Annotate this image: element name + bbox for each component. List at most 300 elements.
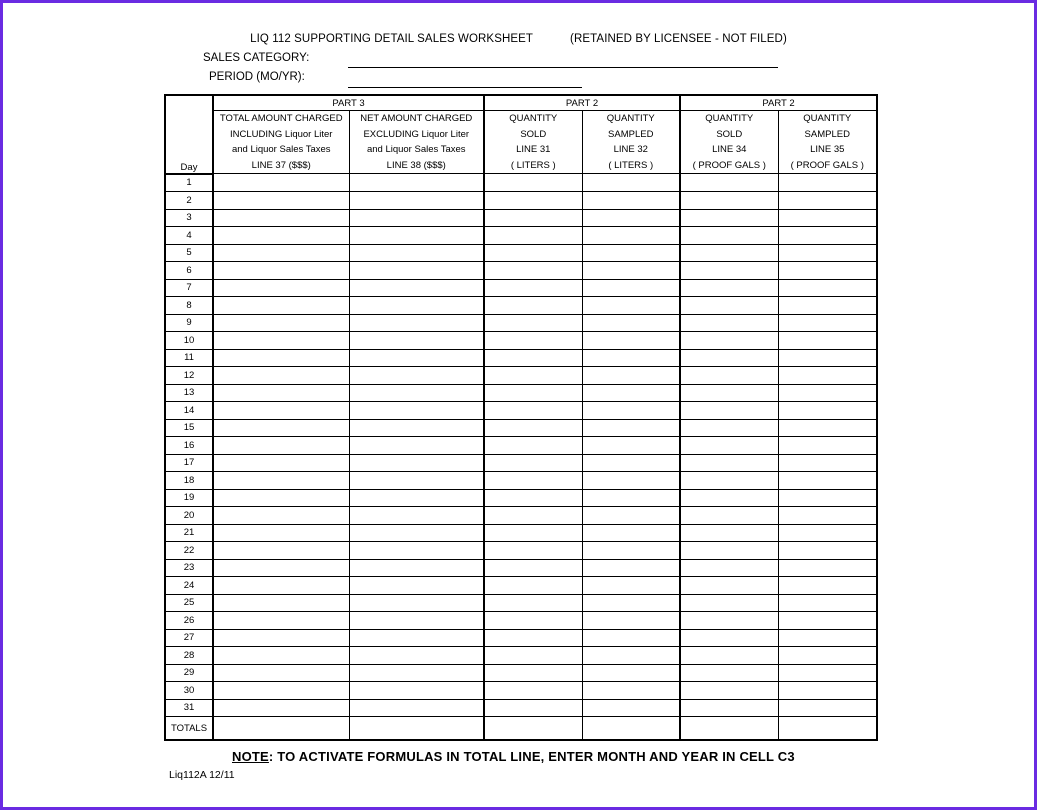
day-number: 22 bbox=[165, 542, 213, 560]
quantity-sold-proof-gals-cell[interactable] bbox=[680, 419, 778, 437]
quantity-sold-liters-cell[interactable] bbox=[484, 559, 582, 577]
total-amount-charged-cell[interactable] bbox=[213, 262, 349, 280]
quantity-sampled-liters-cell[interactable] bbox=[582, 297, 680, 315]
day-row bbox=[165, 314, 877, 332]
net-amount-charged-cell[interactable] bbox=[349, 297, 484, 315]
header-line: LINE 35 bbox=[810, 144, 845, 155]
net-amount-charged-cell[interactable] bbox=[349, 629, 484, 647]
net-amount-charged-cell[interactable] bbox=[349, 454, 484, 472]
net-amount-charged-cell[interactable] bbox=[349, 174, 484, 192]
note-label: NOTE bbox=[232, 749, 269, 764]
net-amount-charged-cell[interactable] bbox=[349, 279, 484, 297]
quantity-sold-liters-cell[interactable] bbox=[484, 297, 582, 315]
quantity-sold-liters-cell[interactable] bbox=[484, 349, 582, 367]
quantity-sampled-liters-cell[interactable] bbox=[582, 227, 680, 245]
day-row bbox=[165, 437, 877, 455]
day-number: 12 bbox=[165, 367, 213, 385]
day-row bbox=[165, 419, 877, 437]
header-line: ( PROOF GALS ) bbox=[692, 159, 766, 171]
total-amount-charged-cell[interactable] bbox=[213, 384, 349, 402]
quantity-sold-proof-gals-cell[interactable] bbox=[680, 262, 778, 280]
quantity-sold-liters-cell[interactable] bbox=[484, 367, 582, 385]
quantity-sampled-proof-gals-cell[interactable] bbox=[778, 629, 877, 647]
quantity-sold-liters-cell[interactable] bbox=[484, 209, 582, 227]
quantity-sold-proof-gals-cell[interactable] bbox=[680, 209, 778, 227]
quantity-sampled-liters-cell[interactable] bbox=[582, 717, 680, 741]
day-number: 27 bbox=[165, 629, 213, 647]
day-number: 30 bbox=[165, 682, 213, 700]
quantity-sold-proof-gals-cell[interactable] bbox=[680, 664, 778, 682]
quantity-sold-liters-cell[interactable] bbox=[484, 314, 582, 332]
day-number: 10 bbox=[165, 332, 213, 350]
quantity-sampled-liters-cell[interactable] bbox=[582, 682, 680, 700]
day-number: 31 bbox=[165, 699, 213, 717]
day-number: 26 bbox=[165, 612, 213, 630]
day-row bbox=[165, 664, 877, 682]
quantity-sampled-proof-gals-cell[interactable] bbox=[778, 209, 877, 227]
day-row bbox=[165, 349, 877, 367]
quantity-sampled-proof-gals-cell[interactable] bbox=[778, 594, 877, 612]
form-id: Liq112A 12/11 bbox=[169, 769, 235, 781]
quantity-sold-proof-gals-cell[interactable] bbox=[680, 244, 778, 262]
header-line: QUANTITY bbox=[509, 113, 558, 124]
quantity-sampled-proof-gals-cell[interactable] bbox=[778, 174, 877, 192]
quantity-sold-liters-cell[interactable] bbox=[484, 507, 582, 525]
quantity-sold-proof-gals-cell[interactable] bbox=[680, 682, 778, 700]
period-field[interactable] bbox=[348, 75, 582, 88]
quantity-sampled-liters-cell[interactable] bbox=[582, 454, 680, 472]
quantity-sampled-proof-gals-cell[interactable] bbox=[778, 612, 877, 630]
day-row bbox=[165, 647, 877, 665]
quantity-sampled-proof-gals-cell[interactable] bbox=[778, 699, 877, 717]
quantity-sold-proof-gals-cell[interactable] bbox=[680, 699, 778, 717]
net-amount-charged-cell[interactable] bbox=[349, 507, 484, 525]
day-number: 7 bbox=[165, 279, 213, 297]
quantity-sampled-proof-gals-cell[interactable] bbox=[778, 227, 877, 245]
header-line: ( PROOF GALS ) bbox=[790, 159, 864, 171]
total-amount-charged-cell[interactable] bbox=[213, 524, 349, 542]
total-amount-charged-cell[interactable] bbox=[213, 227, 349, 245]
day-row bbox=[165, 262, 877, 280]
day-row bbox=[165, 682, 877, 700]
quantity-sold-liters-cell[interactable] bbox=[484, 384, 582, 402]
quantity-sold-liters-cell[interactable] bbox=[484, 402, 582, 420]
header-line: SAMPLED bbox=[804, 128, 850, 140]
net-amount-charged-cell[interactable] bbox=[349, 472, 484, 490]
day-row bbox=[165, 629, 877, 647]
total-amount-charged-cell[interactable] bbox=[213, 699, 349, 717]
header-line: ( LITERS ) bbox=[510, 159, 556, 171]
quantity-sold-proof-gals-cell[interactable] bbox=[680, 192, 778, 210]
net-amount-charged-cell[interactable] bbox=[349, 542, 484, 560]
quantity-sampled-liters-cell[interactable] bbox=[582, 472, 680, 490]
header-line: QUANTITY bbox=[705, 113, 754, 124]
header-line: SOLD bbox=[716, 128, 743, 140]
header-line: and Liquor Sales Taxes bbox=[366, 144, 466, 155]
quantity-sampled-liters-cell[interactable] bbox=[582, 244, 680, 262]
net-amount-charged-cell[interactable] bbox=[349, 384, 484, 402]
net-amount-charged-cell[interactable] bbox=[349, 244, 484, 262]
net-amount-charged-cell[interactable] bbox=[349, 647, 484, 665]
quantity-sampled-liters-header bbox=[582, 111, 680, 174]
quantity-sampled-proof-gals-cell[interactable] bbox=[778, 664, 877, 682]
total-amount-charged-cell[interactable] bbox=[213, 594, 349, 612]
net-amount-charged-cell[interactable] bbox=[349, 682, 484, 700]
day-row bbox=[165, 577, 877, 595]
day-row bbox=[165, 699, 877, 717]
quantity-sold-proof-gals-cell[interactable] bbox=[680, 629, 778, 647]
day-number: 20 bbox=[165, 507, 213, 525]
total-amount-charged-cell[interactable] bbox=[213, 314, 349, 332]
quantity-sold-liters-header bbox=[484, 111, 582, 174]
quantity-sampled-liters-cell[interactable] bbox=[582, 384, 680, 402]
quantity-sampled-liters-cell[interactable] bbox=[582, 402, 680, 420]
header-line: TOTAL AMOUNT CHARGED bbox=[219, 113, 343, 124]
quantity-sold-proof-gals-cell[interactable] bbox=[680, 507, 778, 525]
quantity-sold-liters-cell[interactable] bbox=[484, 647, 582, 665]
quantity-sold-proof-gals-cell[interactable] bbox=[680, 437, 778, 455]
page-title bbox=[3, 33, 1034, 45]
quantity-sold-proof-gals-cell[interactable] bbox=[680, 384, 778, 402]
quantity-sold-proof-gals-cell[interactable] bbox=[680, 612, 778, 630]
quantity-sold-liters-cell[interactable] bbox=[484, 664, 582, 682]
quantity-sampled-proof-gals-cell[interactable] bbox=[778, 332, 877, 350]
quantity-sampled-liters-cell[interactable] bbox=[582, 419, 680, 437]
day-row bbox=[165, 297, 877, 315]
quantity-sold-liters-cell[interactable] bbox=[484, 227, 582, 245]
quantity-sampled-proof-gals-cell[interactable] bbox=[778, 419, 877, 437]
quantity-sampled-proof-gals-cell[interactable] bbox=[778, 262, 877, 280]
net-amount-charged-cell[interactable] bbox=[349, 192, 484, 210]
total-amount-charged-cell[interactable] bbox=[213, 559, 349, 577]
period-label: PERIOD (MO/YR): bbox=[209, 71, 305, 83]
header-line: LINE 34 bbox=[712, 144, 747, 155]
quantity-sampled-proof-gals-cell[interactable] bbox=[778, 507, 877, 525]
quantity-sold-proof-gals-header bbox=[680, 111, 778, 174]
quantity-sold-liters-cell[interactable] bbox=[484, 612, 582, 630]
note-text: : TO ACTIVATE FORMULAS IN TOTAL LINE, ENTER MONTH AND YEAR IN CELL C3 bbox=[268, 749, 795, 764]
total-amount-charged-cell[interactable] bbox=[213, 244, 349, 262]
quantity-sampled-proof-gals-cell[interactable] bbox=[778, 244, 877, 262]
header-line: LINE 37 ($$$) bbox=[251, 159, 311, 171]
quantity-sampled-proof-gals-cell[interactable] bbox=[778, 437, 877, 455]
quantity-sampled-proof-gals-cell[interactable] bbox=[778, 367, 877, 385]
quantity-sold-proof-gals-cell[interactable] bbox=[680, 647, 778, 665]
total-amount-charged-cell[interactable] bbox=[213, 647, 349, 665]
net-amount-charged-cell[interactable] bbox=[349, 349, 484, 367]
total-amount-charged-cell[interactable] bbox=[213, 279, 349, 297]
day-number: 25 bbox=[165, 594, 213, 612]
total-amount-charged-cell[interactable] bbox=[213, 542, 349, 560]
header-line: QUANTITY bbox=[606, 113, 655, 124]
total-amount-charged-cell[interactable] bbox=[213, 209, 349, 227]
quantity-sold-proof-gals-cell[interactable] bbox=[680, 279, 778, 297]
quantity-sold-proof-gals-cell[interactable] bbox=[680, 594, 778, 612]
day-row bbox=[165, 594, 877, 612]
day-row bbox=[165, 542, 877, 560]
quantity-sampled-liters-cell[interactable] bbox=[582, 489, 680, 507]
total-amount-charged-cell[interactable] bbox=[213, 629, 349, 647]
quantity-sampled-liters-cell[interactable] bbox=[582, 279, 680, 297]
day-number: 5 bbox=[165, 244, 213, 262]
quantity-sold-liters-cell[interactable] bbox=[484, 454, 582, 472]
total-amount-charged-cell[interactable] bbox=[213, 717, 349, 741]
quantity-sampled-proof-gals-cell[interactable] bbox=[778, 524, 877, 542]
quantity-sampled-liters-cell[interactable] bbox=[582, 367, 680, 385]
net-amount-charged-cell[interactable] bbox=[349, 402, 484, 420]
net-amount-charged-cell[interactable] bbox=[349, 314, 484, 332]
quantity-sampled-proof-gals-cell[interactable] bbox=[778, 297, 877, 315]
day-number: 29 bbox=[165, 664, 213, 682]
quantity-sold-liters-cell[interactable] bbox=[484, 262, 582, 280]
quantity-sampled-proof-gals-cell[interactable] bbox=[778, 454, 877, 472]
quantity-sold-liters-cell[interactable] bbox=[484, 717, 582, 741]
total-amount-charged-cell[interactable] bbox=[213, 454, 349, 472]
quantity-sampled-liters-cell[interactable] bbox=[582, 559, 680, 577]
day-number: 13 bbox=[165, 384, 213, 402]
quantity-sampled-proof-gals-cell[interactable] bbox=[778, 279, 877, 297]
quantity-sampled-proof-gals-header bbox=[778, 111, 877, 174]
day-row bbox=[165, 367, 877, 385]
net-amount-charged-cell[interactable] bbox=[349, 699, 484, 717]
quantity-sampled-proof-gals-cell[interactable] bbox=[778, 577, 877, 595]
total-amount-charged-cell[interactable] bbox=[213, 297, 349, 315]
quantity-sampled-proof-gals-cell[interactable] bbox=[778, 717, 877, 741]
total-amount-charged-cell[interactable] bbox=[213, 664, 349, 682]
day-row bbox=[165, 489, 877, 507]
quantity-sold-proof-gals-cell[interactable] bbox=[680, 577, 778, 595]
total-amount-charged-cell[interactable] bbox=[213, 612, 349, 630]
quantity-sampled-liters-cell[interactable] bbox=[582, 664, 680, 682]
day-number: 17 bbox=[165, 454, 213, 472]
total-amount-charged-cell[interactable] bbox=[213, 192, 349, 210]
day-row bbox=[165, 402, 877, 420]
day-row bbox=[165, 507, 877, 525]
quantity-sampled-liters-cell[interactable] bbox=[582, 594, 680, 612]
quantity-sold-liters-cell[interactable] bbox=[484, 489, 582, 507]
net-amount-charged-cell[interactable] bbox=[349, 717, 484, 741]
total-amount-charged-cell[interactable] bbox=[213, 472, 349, 490]
day-header-label: Day bbox=[180, 161, 198, 173]
quantity-sold-liters-cell[interactable] bbox=[484, 419, 582, 437]
day-number: 4 bbox=[165, 227, 213, 245]
header-line: ( LITERS ) bbox=[608, 159, 654, 171]
quantity-sold-liters-cell[interactable] bbox=[484, 542, 582, 560]
total-amount-charged-cell[interactable] bbox=[213, 402, 349, 420]
quantity-sold-proof-gals-cell[interactable] bbox=[680, 227, 778, 245]
title-main: LIQ 112 SUPPORTING DETAIL SALES WORKSHEET bbox=[250, 33, 534, 45]
quantity-sampled-proof-gals-cell[interactable] bbox=[778, 647, 877, 665]
total-amount-charged-cell[interactable] bbox=[213, 332, 349, 350]
quantity-sampled-liters-cell[interactable] bbox=[582, 437, 680, 455]
quantity-sold-liters-cell[interactable] bbox=[484, 332, 582, 350]
quantity-sold-proof-gals-cell[interactable] bbox=[680, 489, 778, 507]
total-amount-charged-cell[interactable] bbox=[213, 682, 349, 700]
day-row bbox=[165, 332, 877, 350]
quantity-sold-liters-cell[interactable] bbox=[484, 472, 582, 490]
quantity-sampled-liters-cell[interactable] bbox=[582, 332, 680, 350]
quantity-sold-proof-gals-cell[interactable] bbox=[680, 332, 778, 350]
day-row bbox=[165, 612, 877, 630]
day-number: TOTALS bbox=[165, 717, 213, 741]
day-row bbox=[165, 192, 877, 210]
net-amount-charged-cell[interactable] bbox=[349, 594, 484, 612]
quantity-sold-proof-gals-cell[interactable] bbox=[680, 524, 778, 542]
total-amount-charged-cell[interactable] bbox=[213, 489, 349, 507]
net-amount-charged-cell[interactable] bbox=[349, 437, 484, 455]
quantity-sampled-liters-cell[interactable] bbox=[582, 209, 680, 227]
quantity-sold-liters-cell[interactable] bbox=[484, 629, 582, 647]
day-number: 24 bbox=[165, 577, 213, 595]
part-2-proof-gals-header: PART 2 bbox=[680, 95, 877, 111]
day-number: 28 bbox=[165, 647, 213, 665]
quantity-sampled-liters-cell[interactable] bbox=[582, 314, 680, 332]
header-line: INCLUDING Liquor Liter bbox=[230, 128, 333, 140]
header-line: SOLD bbox=[520, 128, 547, 140]
day-number: 16 bbox=[165, 437, 213, 455]
header-line: LINE 38 ($$$) bbox=[386, 159, 446, 171]
quantity-sold-liters-cell[interactable] bbox=[484, 524, 582, 542]
quantity-sampled-liters-cell[interactable] bbox=[582, 262, 680, 280]
day-row bbox=[165, 209, 877, 227]
total-amount-charged-cell[interactable] bbox=[213, 349, 349, 367]
sales-category-field[interactable] bbox=[348, 55, 778, 68]
quantity-sold-proof-gals-cell[interactable] bbox=[680, 559, 778, 577]
day-row bbox=[165, 454, 877, 472]
quantity-sold-liters-cell[interactable] bbox=[484, 174, 582, 192]
day-number: 3 bbox=[165, 209, 213, 227]
quantity-sampled-liters-cell[interactable] bbox=[582, 507, 680, 525]
quantity-sold-liters-cell[interactable] bbox=[484, 437, 582, 455]
day-row bbox=[165, 174, 877, 192]
activation-note bbox=[232, 749, 795, 764]
quantity-sold-proof-gals-cell[interactable] bbox=[680, 717, 778, 741]
day-number: 14 bbox=[165, 402, 213, 420]
quantity-sampled-liters-cell[interactable] bbox=[582, 699, 680, 717]
quantity-sold-proof-gals-cell[interactable] bbox=[680, 349, 778, 367]
day-number: 6 bbox=[165, 262, 213, 280]
total-amount-charged-cell[interactable] bbox=[213, 507, 349, 525]
sales-detail-table bbox=[164, 94, 878, 741]
day-row bbox=[165, 524, 877, 542]
part-3-header: PART 3 bbox=[213, 95, 484, 111]
quantity-sampled-proof-gals-cell[interactable] bbox=[778, 682, 877, 700]
net-amount-charged-cell[interactable] bbox=[349, 559, 484, 577]
quantity-sold-proof-gals-cell[interactable] bbox=[680, 454, 778, 472]
net-amount-charged-cell[interactable] bbox=[349, 209, 484, 227]
quantity-sold-proof-gals-cell[interactable] bbox=[680, 314, 778, 332]
day-row bbox=[165, 279, 877, 297]
day-column-header bbox=[165, 95, 213, 174]
day-row bbox=[165, 244, 877, 262]
quantity-sampled-liters-cell[interactable] bbox=[582, 174, 680, 192]
quantity-sold-proof-gals-cell[interactable] bbox=[680, 297, 778, 315]
quantity-sampled-proof-gals-cell[interactable] bbox=[778, 314, 877, 332]
quantity-sampled-proof-gals-cell[interactable] bbox=[778, 542, 877, 560]
quantity-sampled-proof-gals-cell[interactable] bbox=[778, 192, 877, 210]
quantity-sampled-liters-cell[interactable] bbox=[582, 524, 680, 542]
net-amount-charged-cell[interactable] bbox=[349, 664, 484, 682]
quantity-sold-liters-cell[interactable] bbox=[484, 279, 582, 297]
net-amount-charged-cell[interactable] bbox=[349, 489, 484, 507]
total-amount-charged-cell[interactable] bbox=[213, 577, 349, 595]
net-amount-charged-cell[interactable] bbox=[349, 262, 484, 280]
quantity-sold-proof-gals-cell[interactable] bbox=[680, 402, 778, 420]
quantity-sold-liters-cell[interactable] bbox=[484, 594, 582, 612]
quantity-sold-liters-cell[interactable] bbox=[484, 244, 582, 262]
quantity-sold-proof-gals-cell[interactable] bbox=[680, 367, 778, 385]
net-amount-charged-cell[interactable] bbox=[349, 524, 484, 542]
net-amount-charged-cell[interactable] bbox=[349, 227, 484, 245]
quantity-sampled-proof-gals-cell[interactable] bbox=[778, 384, 877, 402]
quantity-sold-proof-gals-cell[interactable] bbox=[680, 472, 778, 490]
sales-category-label: SALES CATEGORY: bbox=[203, 52, 310, 64]
total-amount-charged-cell[interactable] bbox=[213, 437, 349, 455]
day-number: 19 bbox=[165, 489, 213, 507]
net-amount-charged-cell[interactable] bbox=[349, 577, 484, 595]
quantity-sampled-liters-cell[interactable] bbox=[582, 647, 680, 665]
header-line: EXCLUDING Liquor Liter bbox=[363, 128, 470, 140]
quantity-sold-liters-cell[interactable] bbox=[484, 699, 582, 717]
quantity-sampled-liters-cell[interactable] bbox=[582, 629, 680, 647]
quantity-sold-proof-gals-cell[interactable] bbox=[680, 542, 778, 560]
quantity-sold-liters-cell[interactable] bbox=[484, 577, 582, 595]
day-number: 8 bbox=[165, 297, 213, 315]
net-amount-charged-cell[interactable] bbox=[349, 332, 484, 350]
total-amount-charged-header bbox=[213, 111, 349, 174]
quantity-sampled-liters-cell[interactable] bbox=[582, 612, 680, 630]
day-number: 2 bbox=[165, 192, 213, 210]
quantity-sampled-liters-cell[interactable] bbox=[582, 542, 680, 560]
day-number: 18 bbox=[165, 472, 213, 490]
header-line: LINE 32 bbox=[613, 144, 648, 155]
totals-row bbox=[165, 717, 877, 741]
total-amount-charged-cell[interactable] bbox=[213, 367, 349, 385]
day-number: 1 bbox=[165, 174, 213, 192]
quantity-sampled-proof-gals-cell[interactable] bbox=[778, 559, 877, 577]
day-number: 15 bbox=[165, 419, 213, 437]
day-row bbox=[165, 472, 877, 490]
quantity-sampled-liters-cell[interactable] bbox=[582, 349, 680, 367]
quantity-sampled-proof-gals-cell[interactable] bbox=[778, 472, 877, 490]
day-row bbox=[165, 227, 877, 245]
quantity-sampled-liters-cell[interactable] bbox=[582, 577, 680, 595]
net-amount-charged-cell[interactable] bbox=[349, 419, 484, 437]
quantity-sampled-proof-gals-cell[interactable] bbox=[778, 402, 877, 420]
quantity-sold-liters-cell[interactable] bbox=[484, 192, 582, 210]
quantity-sold-liters-cell[interactable] bbox=[484, 682, 582, 700]
day-row bbox=[165, 384, 877, 402]
quantity-sampled-proof-gals-cell[interactable] bbox=[778, 349, 877, 367]
quantity-sold-proof-gals-cell[interactable] bbox=[680, 174, 778, 192]
header-line: LINE 31 bbox=[516, 144, 551, 155]
header-line: SAMPLED bbox=[608, 128, 654, 140]
total-amount-charged-cell[interactable] bbox=[213, 419, 349, 437]
day-number: 9 bbox=[165, 314, 213, 332]
net-amount-charged-cell[interactable] bbox=[349, 612, 484, 630]
day-number: 11 bbox=[165, 349, 213, 367]
day-number: 23 bbox=[165, 559, 213, 577]
header-line: and Liquor Sales Taxes bbox=[231, 144, 331, 155]
header-line: NET AMOUNT CHARGED bbox=[360, 113, 473, 124]
total-amount-charged-cell[interactable] bbox=[213, 174, 349, 192]
quantity-sampled-proof-gals-cell[interactable] bbox=[778, 489, 877, 507]
part-2-liters-header: PART 2 bbox=[484, 95, 680, 111]
day-number: 21 bbox=[165, 524, 213, 542]
net-amount-charged-cell[interactable] bbox=[349, 367, 484, 385]
header-line: QUANTITY bbox=[803, 113, 852, 124]
quantity-sampled-liters-cell[interactable] bbox=[582, 192, 680, 210]
